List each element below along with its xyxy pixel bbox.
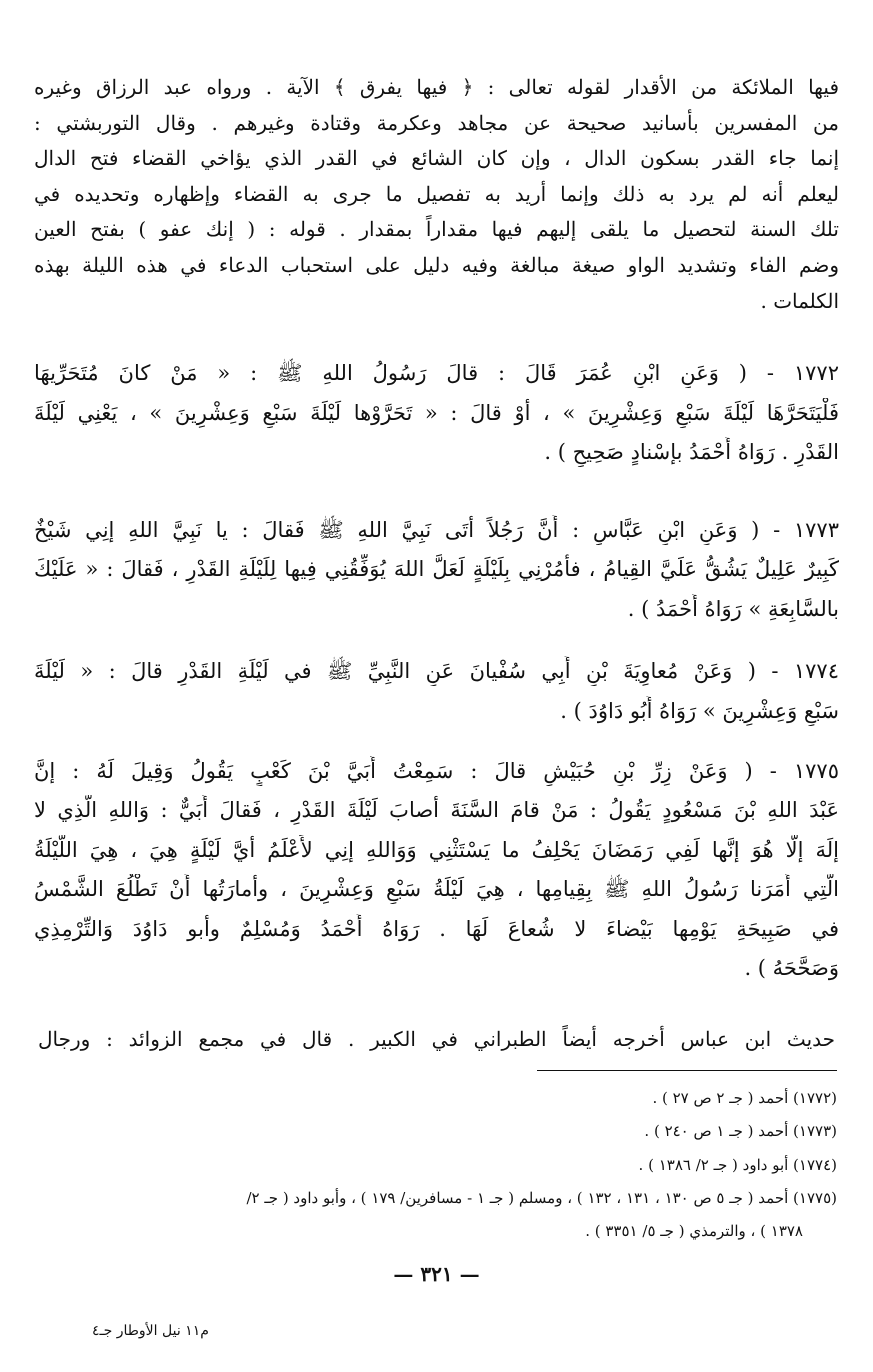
text-line: الكلمات . <box>760 289 839 313</box>
hadith-line: القَدْرِ . رَوَاهُ أَحْمَدُ بإسْنادٍ صَحِيحٍ ) . <box>544 440 839 464</box>
page-number: — ٣٢١ — <box>393 1262 480 1286</box>
hadith-line: ١٧٧٣ - ( وَعَنِ ابْنِ عَبَّاسٍ : أَنَّ رَجُلاً أتَى نَبِيَّ اللهِ ﷺ فَقالَ : يا نَبِيَّ اللهِ إنِي شَيْخٌ <box>34 518 839 542</box>
hadith-line: في صَبِيحَةِ يَوْمِها بَيْضاءَ لا شُعاعَ لَهَا . رَوَاهُ أَحْمَدُ وَمُسْلِمٌ وأبو دَاوُدَ وَالتِّرْمِذِي <box>34 917 839 941</box>
hadith-line: كَبِيرٌ عَلِيلٌ يَشُقُّ عَلَيَّ القِيامُ ، فأْمُرْنِي بِلَيْلَةٍ لَعَلَّ اللهَ يُوَفِّقُنِي فِيها لِلَيْلَةِ القَدْرِ ، فَقالَ : « عَلَيْكَ <box>34 557 839 581</box>
footnote-1775: (١٧٧٥) أحمد ( جـ ٥ ص ١٣٠ ، ١٣١ ، ١٣٢ ) ، ومسلم ( جـ ١ - مسافرين/ ١٧٩ ) ، وأبو داود ( جـ ٢/ <box>246 1189 837 1207</box>
hadith-line: ١٧٧٤ - ( وَعَنْ مُعاوِيَةَ بْنِ أَبِي سُفْيانَ عَنِ النَّبِيِّ ﷺ في لَيْلَةِ القَدْرِ قالَ : « لَيْلَةَ <box>34 659 839 683</box>
footnote-1775-continued: ١٣٧٨ ) ، والترمذي ( جـ ٥/ ٣٣٥١ ) . <box>585 1222 803 1240</box>
footnote-1773: (١٧٧٣) أحمد ( جـ ١ ص ٢٤٠ ) . <box>644 1122 837 1140</box>
text-line: فيها الملائكة من الأقدار لقوله تعالى : ﴿ فيها يفرق ﴾ الآية . ورواه عبد الرزاق وغيره <box>34 75 839 99</box>
book-signature: م١١ نيل الأوطار جـ٤ <box>92 1323 209 1339</box>
footnote-1772: (١٧٧٢) أحمد ( جـ ٢ ص ٢٧ ) . <box>652 1089 837 1107</box>
text-line: ليعلم أنه لم يرد به ذلك وإنما أريد به تفصيل ما جرى به القضاء وإظهاره وتحديده في <box>34 182 839 206</box>
hadith-line: ١٧٧٥ - ( وَعَنْ زِرِّ بْنِ حُبَيْشٍ قالَ : سَمِعْتُ أُبَيَّ بْنَ كَعْبٍ يَقُولُ وَقِيلَ لَهُ : إنَّ <box>34 759 839 783</box>
footnote-separator <box>537 1070 837 1071</box>
hadith-line: سَبْعٍ وَعِشْرِينَ » رَوَاهُ أَبُو دَاوُدَ ) . <box>560 699 839 723</box>
hadith-line: بالسَّابِعَةِ » رَوَاهُ أَحْمَدُ ) . <box>627 597 839 621</box>
text-line: من المفسرين بأسانيد صحيحة عن مجاهد وعكرمة وقتادة وغيرهم . وقال التوربشتي : <box>34 111 839 135</box>
hadith-line: وَصَحَّحَهُ ) . <box>744 956 839 980</box>
hadith-line: الَّتِي أَمَرَنا رَسُولُ اللهِ ﷺ بِقِيامِها ، هِيَ لَيْلَةُ سَبْعٍ وَعِشْرِينَ ، وأمارَتُها أَنْ تَطْلُعَ الشَّمْسُ <box>34 877 839 901</box>
text-line: وضم الفاء وتشديد الواو صيغة مبالغة وفيه دليل على استحباب الدعاء في هذه الليلة بهذه <box>34 253 839 277</box>
hadith-line: فَلْيَتَحَرَّهَا لَيْلَةَ سَبْعٍ وَعِشْرِينَ » ، أوْ قالَ : « تَحَرَّوْها لَيْلَةَ سَبْعٍ وَعِشْرِينَ » ، يَعْنِي لَيْلَةَ <box>34 401 839 425</box>
hadith-line: عَبْدَ اللهِ بْنَ مَسْعُودٍ يَقُولُ : مَنْ قامَ السَّنَةَ أصابَ لَيْلَةَ القَدْرِ ، فَقالَ أُبَيٌّ : وَاللهِ الَّذِي لا <box>34 798 839 822</box>
footnote-1774: (١٧٧٤) أبو داود ( جـ ٢/ ١٣٨٦ ) . <box>638 1156 837 1174</box>
hadith-line: إلَهَ إلَّا هُوَ إنَّها لَفِي رَمَضَانَ يَحْلِفُ ما يَسْتَثْنِي وَوَاللهِ إنِي لأَعْلَمُ أيَّ لَيْلَةٍ هِيَ ، هِيَ اللَّيْلَةُ <box>34 838 839 862</box>
commentary-paragraph: حديث ابن عباس أخرجه أيضاً الطبراني في الكبير . قال في مجمع الزوائد : ورجال <box>38 1027 835 1051</box>
text-line: إنما جاء القدر بسكون الدال ، وإن كان الشائع في القدر الذي يؤاخي القضاء فتح الدال <box>34 146 839 170</box>
hadith-line: ١٧٧٢ - ( وَعَنِ ابْنِ عُمَرَ قَالَ : قالَ رَسُولُ اللهِ ﷺ : « مَنْ كانَ مُتَحَرِّيهَا <box>34 361 839 385</box>
text-line: تلك السنة لتحصيل ما يلقى إليهم فيها مقداراً بمقدار . قوله : ( إنك عفو ) بفتح العين <box>34 217 839 241</box>
